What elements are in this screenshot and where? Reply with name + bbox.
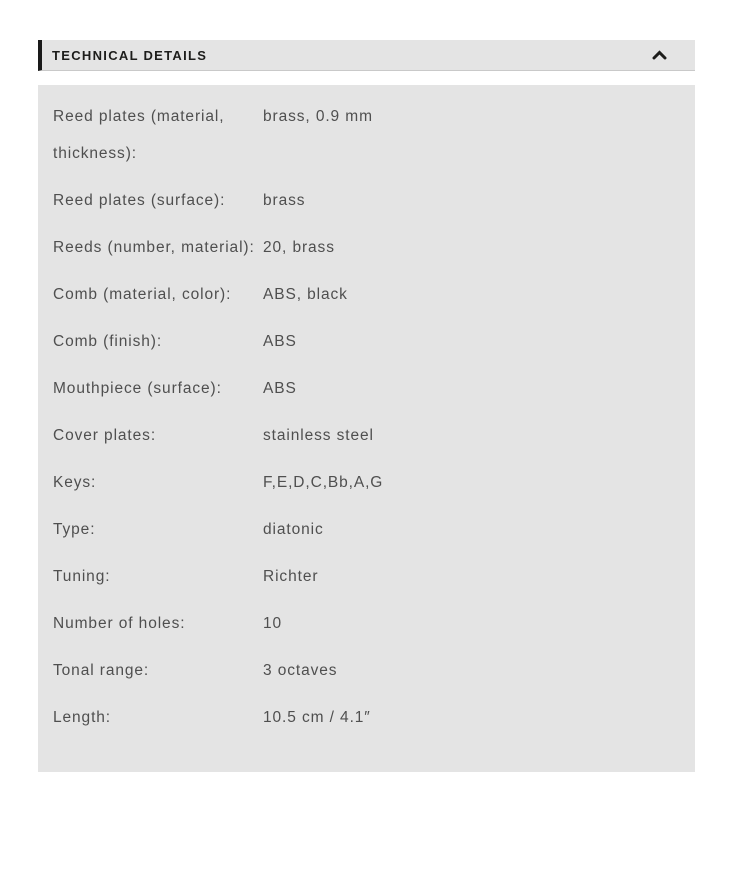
spec-row-comb-material [53, 276, 680, 313]
spec-value: 3 octaves [263, 662, 338, 679]
spec-row-comb-finish [53, 323, 680, 360]
spec-row-number-of-holes [53, 605, 680, 642]
spec-value: diatonic [263, 521, 324, 538]
spec-row-reed-plates-surface [53, 182, 680, 219]
spec-label: Number of holes: [53, 615, 186, 632]
technical-details-accordion [38, 40, 695, 772]
spec-value: ABS, black [263, 286, 348, 303]
spec-row-type [53, 511, 680, 548]
spec-value: Richter [263, 568, 319, 585]
spec-label: Tuning: [53, 568, 111, 585]
spec-row-mouthpiece [53, 370, 680, 407]
specs-panel [38, 85, 695, 772]
spec-label: Reeds (number, material): [53, 239, 255, 256]
spec-value: stainless steel [263, 427, 374, 444]
spec-label: Comb (material, color): [53, 286, 232, 303]
spec-row-keys [53, 464, 680, 501]
accordion-header[interactable] [38, 40, 695, 71]
spec-row-reed-plates-material [53, 98, 680, 172]
spec-value: brass [263, 192, 306, 209]
spec-value: ABS [263, 333, 297, 350]
spec-label: Reed plates (material, thickness): [53, 108, 225, 162]
spec-label: Comb (finish): [53, 333, 163, 350]
spec-row-length [53, 699, 680, 736]
accordion-title: TECHNICAL DETAILS [52, 47, 208, 63]
spec-label: Length: [53, 709, 112, 726]
spec-row-tuning [53, 558, 680, 595]
spec-label: Mouthpiece (surface): [53, 380, 222, 397]
spec-value: 10.5 cm / 4.1″ [263, 709, 371, 726]
spec-value: 20, brass [263, 239, 335, 256]
spec-label: Type: [53, 521, 96, 538]
spec-value: 10 [263, 615, 283, 632]
spec-value: F,E,D,C,Bb,A,G [263, 474, 384, 491]
spec-label: Tonal range: [53, 662, 150, 679]
spec-label: Reed plates (surface): [53, 192, 226, 209]
spec-value: ABS [263, 380, 297, 397]
spec-label: Keys: [53, 474, 97, 491]
spec-row-tonal-range [53, 652, 680, 689]
chevron-up-icon [652, 50, 667, 60]
spec-value: brass, 0.9 mm [263, 108, 373, 125]
spec-row-reeds [53, 229, 680, 266]
spec-label: Cover plates: [53, 427, 157, 444]
spec-row-cover-plates [53, 417, 680, 454]
